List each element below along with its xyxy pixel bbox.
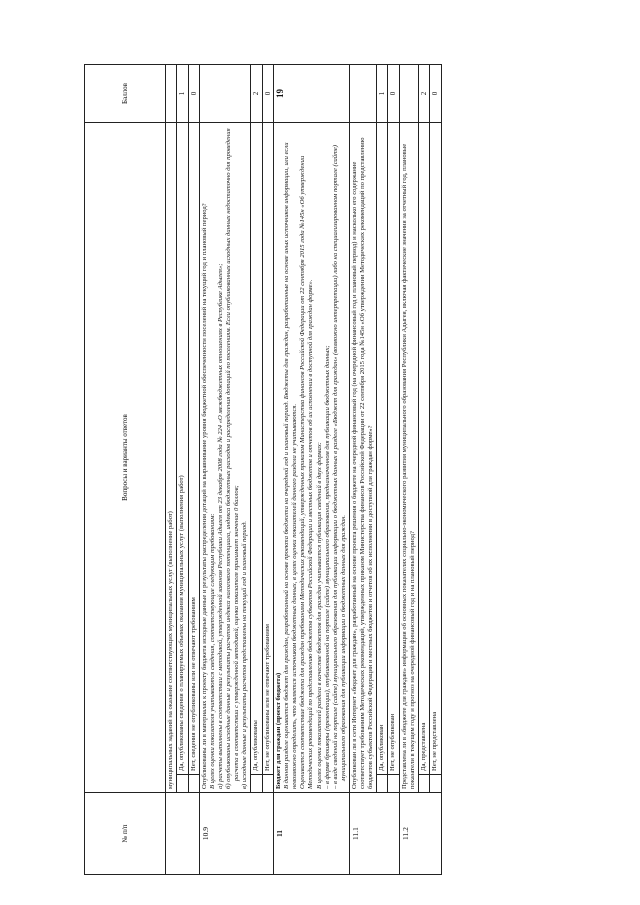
row-text: муниципальных заданий на оказание соответствующих муниципальных услуг (выполнение работ) bbox=[166, 123, 177, 793]
table-header-row bbox=[85, 65, 166, 875]
row-text: Да, представлена bbox=[418, 123, 430, 775]
row-num: 11 bbox=[274, 793, 349, 875]
table-row-11-2 bbox=[399, 65, 418, 875]
header-score: Баллов bbox=[85, 65, 166, 123]
row-score: 2 bbox=[418, 65, 430, 123]
row-question: Опубликован ли в сети Интернет «бюджет для граждан», разработанный на основе проекта решения о бюджете на очередной финансовый год (на очередной финансовый год и плановый период) и насколько его содержание соответствует требованиям Методических рекомендаций, утвержденных приказом Министерства финансов Российской Федерации от 22 сентября 2015 года №145н «Об утверждении Методических рекомендаций по представлению бюджетов субъектов Российской Федерации и местных бюджетов и отчетов об их исполнении в доступной для граждан форме»? bbox=[349, 123, 376, 793]
table-row bbox=[251, 65, 263, 875]
row-score bbox=[200, 65, 251, 123]
row-sub-empty bbox=[188, 775, 200, 793]
row-score: 2 bbox=[251, 65, 263, 123]
row-score bbox=[399, 65, 418, 123]
section-score: 19 bbox=[274, 65, 349, 123]
question-intro: В целях оценки показателя учитываются сведения, соответствующие следующим требованиям: bbox=[209, 513, 217, 789]
row-score: 1 bbox=[376, 65, 388, 123]
table-row bbox=[430, 65, 442, 875]
row-section bbox=[274, 123, 349, 793]
table-row-10-9 bbox=[200, 65, 251, 875]
row-score bbox=[166, 65, 177, 123]
row-num: 11.2 bbox=[399, 793, 441, 875]
row-sub-empty bbox=[177, 775, 189, 793]
question-item-c: в) исходные данные и результаты расчетов представлены на текущий год и плановый период. bbox=[241, 520, 249, 789]
row-question: Представлена ли в «бюджете для граждан» информация об основных показателях социально-экономического развития муниципального образования Республики Адыгея, включая фактические значения за отчетный год, плановые показатели в текущем году и прогноз на очередной финансовый год и на плановый период? bbox=[399, 123, 418, 793]
table-row-11-1 bbox=[349, 65, 376, 875]
row-num: 10.9 bbox=[200, 793, 274, 875]
row-sub-empty bbox=[418, 775, 430, 793]
row-text: Да, опубликованы bbox=[251, 123, 263, 775]
table-row bbox=[388, 65, 400, 875]
section-para-3: В целях оценки показателей раздела в качестве бюджетов для граждан учитывается публикация сведений в двух формах: bbox=[315, 442, 323, 789]
table-row bbox=[376, 65, 388, 875]
row-score: 0 bbox=[430, 65, 442, 123]
section-title: Бюджет для граждан (проект бюджета) bbox=[275, 672, 283, 789]
section-list-2: – в виде сведений на портале (сайте) муниципального образования для публикации информации о бюджетных данных в разделе «Бюджет для граждан» (возможно интерпретации) либо на специализированном портале (сайте) муниципального образования для публикации информации о бюджетных данных для граждан. bbox=[331, 145, 347, 789]
row-text: Нет, сведения не опубликованы или не отвечают требованиям bbox=[188, 123, 200, 775]
section-para-1: В данном разделе оценивается бюджет для граждан, разработанный на основе проекта бюджета на очередной год и плановый период. Бюджеты для граждан, разработанные на основе иных источников информации, или если невозможно определить, что является источником бюджетных данных, в целях оценки показателей данного раздела не учитываются. bbox=[283, 142, 299, 789]
row-text: Да, опубликован bbox=[376, 123, 388, 775]
row-sub-empty bbox=[388, 775, 400, 793]
row-question bbox=[200, 123, 251, 793]
row-sub-empty bbox=[262, 775, 274, 793]
table-row bbox=[418, 65, 430, 875]
row-sub-empty bbox=[251, 775, 263, 793]
table-row bbox=[262, 65, 274, 875]
row-text: Нет, не опубликованы или не отвечают требованиям bbox=[262, 123, 274, 775]
question-item-a: а) расчеты выполнены в соответствии с методикой, утвержденной законом Республики Адыгея от 23 декабря 2008 года № 224 «О межбюджетных отношениях в Республике Адыгея»; bbox=[217, 263, 225, 789]
header-num: № п/п bbox=[85, 793, 166, 875]
row-text: Нет, не опубликован bbox=[388, 123, 400, 775]
header-question: Вопросы и варианты ответов bbox=[85, 123, 166, 793]
row-score: 1 bbox=[177, 65, 189, 123]
row-score: 0 bbox=[188, 65, 200, 123]
section-list-1: – в форме брошюры (презентации), опубликованной на портале (сайте) муниципального образования, предназначенном для публикации бюджетных данных; bbox=[323, 345, 331, 789]
row-num-empty bbox=[166, 793, 200, 875]
question-title: Опубликованы ли в материалах к проекту бюджета исходные данные и результаты распределения дотаций на выравнивание уровня бюджетной обеспеченности поселений на текущий год и плановый период? bbox=[201, 203, 209, 789]
row-num: 11.1 bbox=[349, 793, 399, 875]
question-item-b: б) опубликованы исходные данные и результаты расчетов индекса налогового потенциала, индекса бюджетных расходов и распределения дотаций по поселениям. Если опубликованных исходных данных недостаточно для проведения расчета в соответствии с утвержденной методикой, оценка показателя принимает значение 0 баллов; bbox=[225, 128, 241, 789]
row-sub-empty bbox=[376, 775, 388, 793]
table-row bbox=[166, 65, 177, 875]
row-text: Да, опубликованы сведения о планируемых объемах оказания муниципальных услуг (выполнения работ) bbox=[177, 123, 189, 775]
section-para-2: Оценивается соответствие бюджета для граждан требованиям Методических рекомендаций, утвержденных приказом Министерства финансов Российской Федерации от 22 сентября 2015 года №145н «Об утверждении Методических рекомендаций по представлению бюджетов субъектов Российской Федерации и местных бюджетов и отчетов об их исполнении в доступной для граждан форме». bbox=[299, 155, 315, 789]
table-row bbox=[188, 65, 200, 875]
row-score: 0 bbox=[262, 65, 274, 123]
row-score bbox=[349, 65, 376, 123]
rating-table bbox=[84, 64, 442, 875]
table-row-section-11 bbox=[274, 65, 349, 875]
row-score: 0 bbox=[388, 65, 400, 123]
row-text: Нет, не представлена bbox=[430, 123, 442, 775]
row-sub-empty bbox=[430, 775, 442, 793]
table-row bbox=[177, 65, 189, 875]
